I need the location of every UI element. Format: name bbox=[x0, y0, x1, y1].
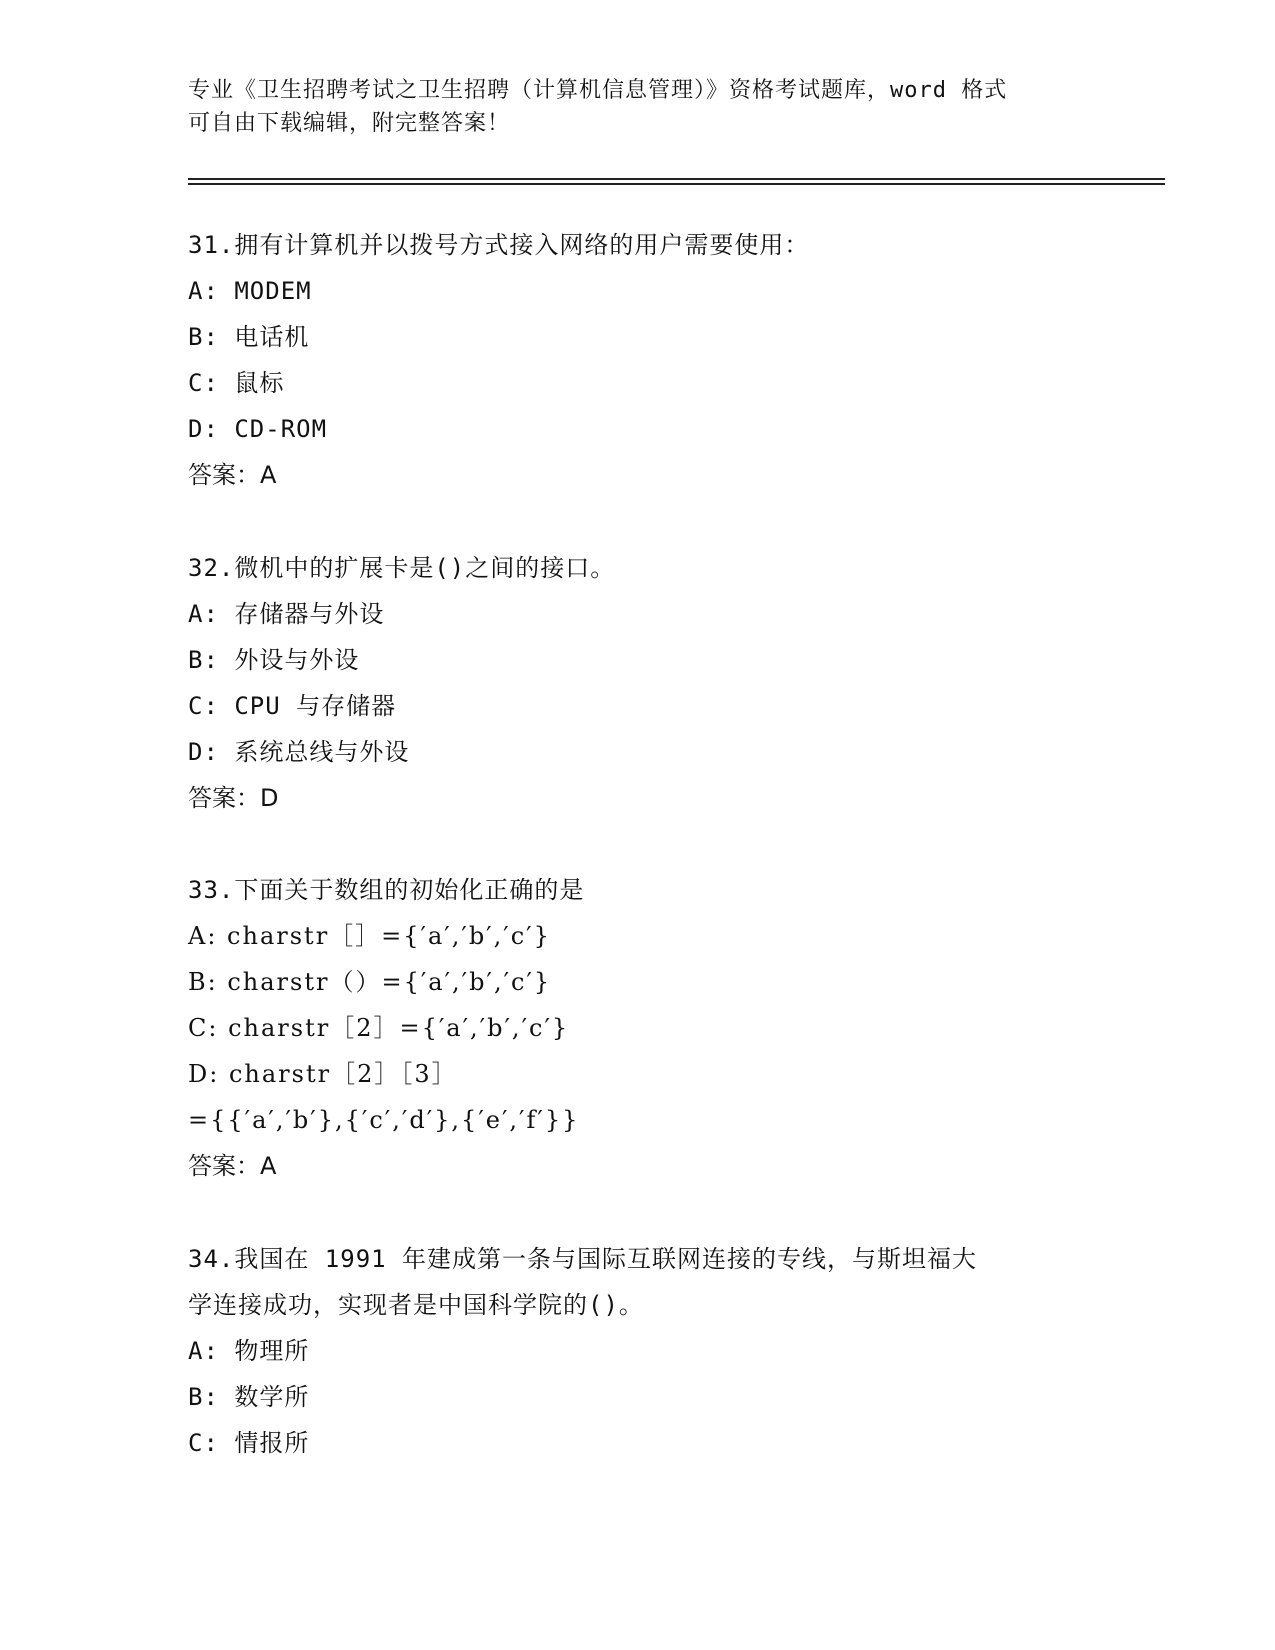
option-c: C: charstr［2］={′a′,′b′,′c′} bbox=[188, 1014, 570, 1042]
question-33 bbox=[188, 867, 1088, 1189]
option-d-continued: ={{′a′,′b′},{′c′,′d′},{′e′,′f′}} bbox=[188, 1106, 580, 1134]
option-c: C: CPU 与存储器 bbox=[188, 692, 397, 720]
answer-label: 答案：A bbox=[188, 1152, 277, 1180]
question-stem: 31.拥有计算机并以拨号方式接入网络的用户需要使用： bbox=[188, 231, 810, 259]
option-d: D: 系统总线与外设 bbox=[188, 738, 410, 766]
option-a: A: MODEM bbox=[188, 277, 312, 305]
option-c: C: 情报所 bbox=[188, 1429, 310, 1457]
question-stem-line-2: 学连接成功，实现者是中国科学院的()。 bbox=[188, 1291, 644, 1319]
option-d: D: CD-ROM bbox=[188, 415, 328, 443]
question-stem: 32.微机中的扩展卡是()之间的接口。 bbox=[188, 554, 616, 582]
question-stem: 33.下面关于数组的初始化正确的是 bbox=[188, 876, 585, 904]
question-34 bbox=[188, 1236, 1088, 1466]
question-31 bbox=[188, 222, 1088, 498]
option-b: B: 数学所 bbox=[188, 1383, 310, 1411]
option-a: A: 物理所 bbox=[188, 1337, 310, 1365]
header-divider-top bbox=[188, 178, 1165, 180]
option-b: B: 外设与外设 bbox=[188, 646, 360, 674]
option-b: B: 电话机 bbox=[188, 323, 310, 351]
question-stem-line-1: 34.我国在 1991 年建成第一条与国际互联网连接的专线，与斯坦福大 bbox=[188, 1245, 978, 1273]
document-header bbox=[188, 74, 1068, 140]
option-a: A: 存储器与外设 bbox=[188, 600, 385, 628]
answer-label: 答案：A bbox=[188, 461, 277, 489]
option-c: C: 鼠标 bbox=[188, 369, 285, 397]
header-line-2: 可自由下载编辑，附完整答案！ bbox=[188, 111, 511, 136]
option-a: A: charstr［］={′a′,′b′,′c′} bbox=[188, 922, 551, 950]
question-32 bbox=[188, 545, 1088, 821]
header-divider-bottom bbox=[188, 183, 1165, 185]
option-d: D: charstr［2］［3］ bbox=[188, 1060, 458, 1088]
option-b: B: charstr（）={′a′,′b′,′c′} bbox=[188, 968, 552, 996]
answer-label: 答案：D bbox=[188, 784, 279, 812]
header-line-1: 专业《卫生招聘考试之卫生招聘（计算机信息管理）》资格考试题库，word 格式 bbox=[188, 78, 1008, 103]
